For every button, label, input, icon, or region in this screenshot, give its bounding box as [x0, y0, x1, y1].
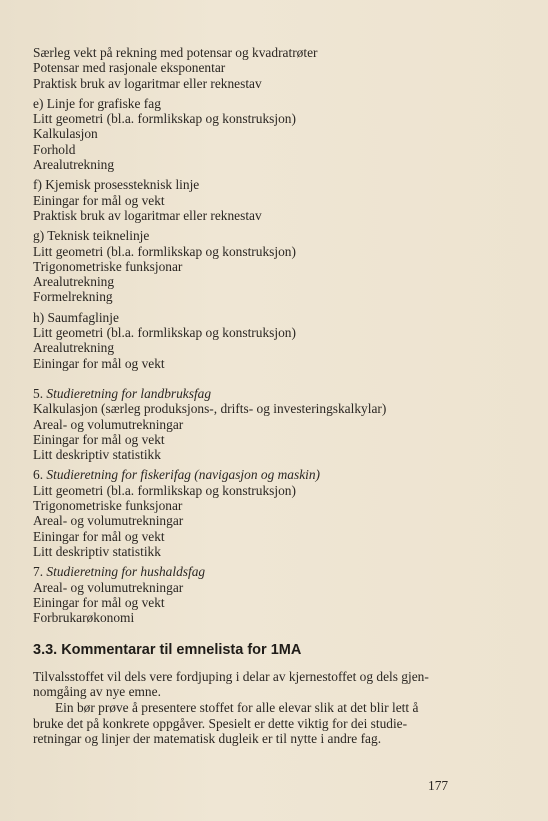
list-item: Forhold [33, 141, 76, 157]
section-f [33, 177, 513, 223]
list-item: Areal- og volumutrekningar [33, 513, 184, 529]
list-item: Litt geometri (bl.a. formlikskap og konstruksjon) [33, 111, 296, 127]
page-content [33, 45, 513, 751]
list-item: Litt deskriptiv statistikk [33, 543, 161, 559]
intro-lines [33, 45, 513, 91]
section-title: 3.3. Kommentarar til emnelista for 1MA [33, 642, 302, 659]
section-h [33, 310, 513, 371]
study-heading [33, 386, 513, 401]
list-item: Litt geometri (bl.a. formlikskap og konstruksjon) [33, 482, 296, 498]
paragraph-line: Tilvalsstoffet vil dels vere fordjuping i delar av kjernestoffet og dels gjen- [33, 668, 429, 684]
section-heading: f) Kjemisk prosessteknisk linje [33, 177, 200, 193]
list-item: Litt geometri (bl.a. formlikskap og konstruksjon) [33, 243, 296, 259]
list-item: Praktisk bruk av logaritmar eller reknestav [33, 207, 262, 223]
paragraph-line: Ein bør prøve å presentere stoffet for alle elevar slik at det blir lett å [55, 700, 419, 716]
list-item: Arealutrekning [33, 274, 115, 290]
study-direction-7 [33, 564, 513, 625]
list-item: Kalkulasjon (særleg produksjons-, drifts- og investeringskalkylar) [33, 401, 387, 417]
study-heading [33, 467, 513, 482]
list-item: Einingar for mål og vekt [33, 528, 165, 544]
list-item: Arealutrekning [33, 340, 115, 356]
paragraph-line: bruke det på konkrete oppgåver. Spesielt er dette viktig for dei studie- [33, 715, 408, 731]
study-number: 7. [33, 564, 44, 580]
paragraph-1 [33, 669, 513, 700]
paragraph-line: nomgåing av nye emne. [33, 683, 161, 699]
section-heading: h) Saumfaglinje [33, 309, 119, 325]
list-item: Litt geometri (bl.a. formlikskap og konstruksjon) [33, 325, 296, 341]
study-title: Studieretning for hushaldsfag [46, 564, 206, 580]
study-title: Studieretning for fiskerifag (navigasjon og maskin) [46, 467, 321, 483]
list-item: Einingar for mål og vekt [33, 431, 165, 447]
section-heading: e) Linje for grafiske fag [33, 95, 161, 111]
list-item: Arealutrekning [33, 157, 115, 173]
study-title: Studieretning for landbruksfag [46, 385, 212, 401]
list-item: Trigonometriske funksjonar [33, 258, 183, 274]
list-item: Areal- og volumutrekningar [33, 579, 184, 595]
list-item: Einingar for mål og vekt [33, 355, 165, 371]
list-item: Formelrekning [33, 289, 113, 305]
paragraph-2 [33, 700, 513, 746]
study-direction-5 [33, 386, 513, 462]
study-number: 6. [33, 467, 44, 483]
text-line: Praktisk bruk av logaritmar eller reknestav [33, 75, 262, 91]
text-line: Potensar med rasjonale eksponentar [33, 60, 226, 76]
section-e [33, 96, 513, 172]
list-item: Litt deskriptiv statistikk [33, 447, 161, 463]
paragraph-line: retningar og linjer der matematisk dugleik er til nytte i andre fag. [33, 730, 382, 746]
list-item: Forbrukarøkonomi [33, 610, 135, 626]
study-direction-6 [33, 467, 513, 559]
section-heading: g) Teknisk teiknelinje [33, 228, 150, 244]
list-item: Einingar for mål og vekt [33, 594, 165, 610]
list-item: Trigonometriske funksjonar [33, 498, 183, 514]
list-item: Kalkulasjon [33, 126, 98, 142]
text-line: Særleg vekt på rekning med potensar og kvadratrøter [33, 45, 318, 60]
list-item: Areal- og volumutrekningar [33, 416, 184, 432]
page-number: 177 [428, 778, 449, 793]
study-heading [33, 564, 513, 579]
section-g [33, 228, 513, 304]
list-item: Einingar for mål og vekt [33, 192, 165, 208]
study-number: 5. [33, 385, 44, 401]
